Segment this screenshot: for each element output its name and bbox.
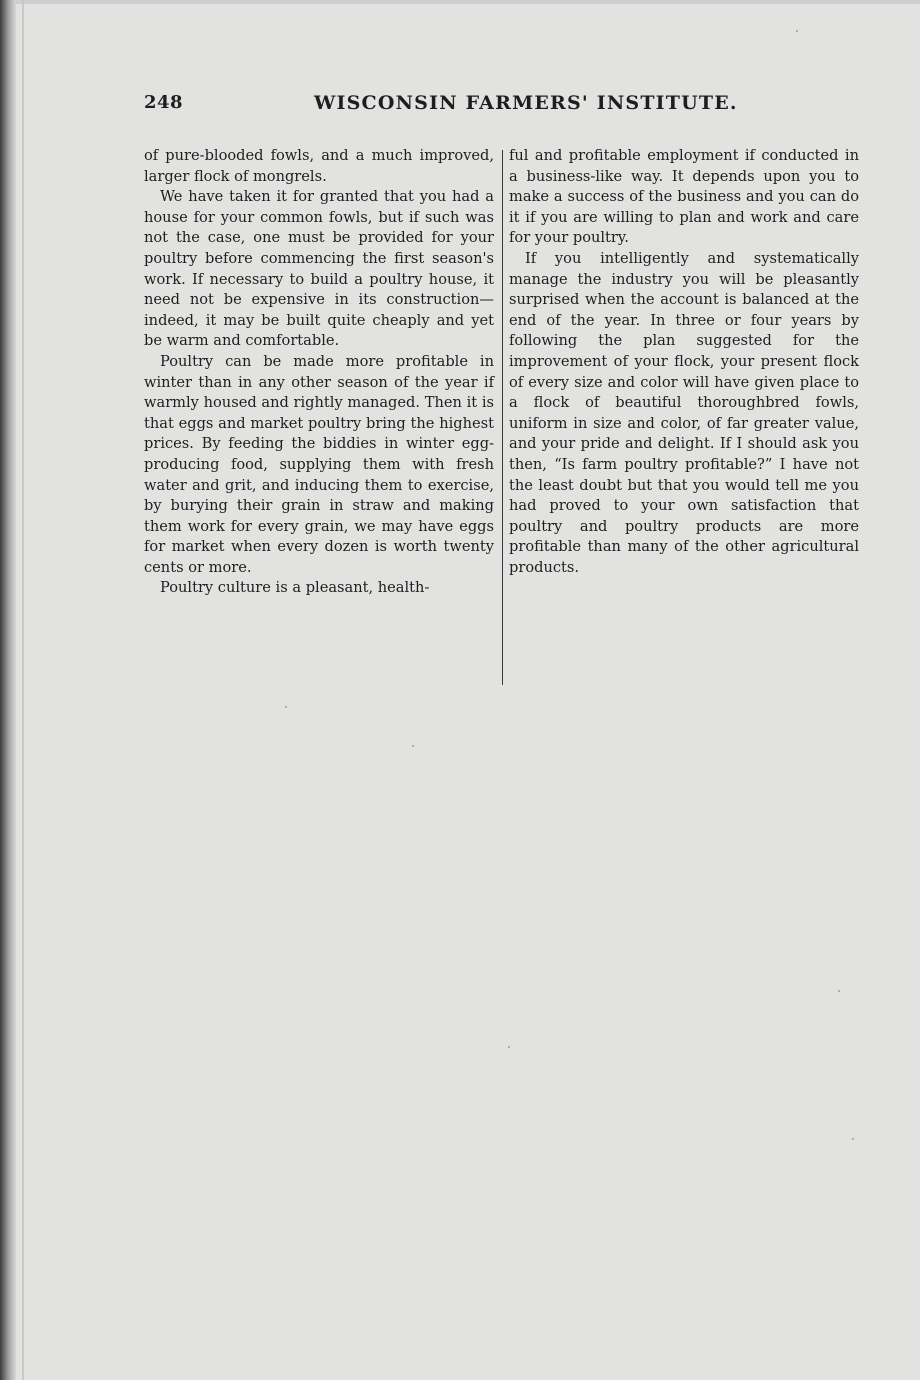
page-header (144, 92, 864, 122)
left-paragraph-4: Poultry culture is a pleasant, health- (160, 579, 430, 597)
left-paragraph-3: Poultry can be made more profitable in winter than in any other season of the year if warmly housed and rightly managed. Then it is that eggs and market poultry bring the highest prices. By feeding the biddies in winter egg-producing food, supplying them with fresh water and grit, and inducing them to exercise, by burying their grain in straw and making them work for every grain, we may have eggs for market when every dozen is worth twenty cents or more. (144, 352, 494, 576)
right-paragraph-1: ful and profitable employment if conducted in a business-like way. It depends upon you to make a success of the business and you can do it if you are willing to plan and work and care for your poultry. (509, 147, 859, 247)
scan-speck (508, 1046, 510, 1048)
scan-speck (852, 1138, 854, 1140)
left-paragraph-2: We have taken it for granted that you had a house for your common fowls, but if such was not the case, one must be provided for your poultry before commencing the first season's work. If necessary to build a poultry house, it need not be expensive in its construction—indeed, it may be built quite cheaply and yet be warm and comfortable. (144, 188, 494, 350)
column-rule (502, 150, 503, 685)
right-column (509, 146, 859, 578)
scan-speck (285, 706, 287, 708)
binding-line (22, 0, 24, 1380)
left-paragraph-1: of pure-blooded fowls, and a much improved, larger flock of mongrels. (144, 147, 494, 185)
left-column (144, 146, 494, 599)
page-number: 248 (144, 92, 184, 113)
scan-speck (838, 990, 840, 992)
running-title: WISCONSIN FARMERS' INSTITUTE. (314, 92, 738, 114)
binding-edge (0, 0, 16, 1380)
scan-speck (796, 30, 798, 32)
scan-speck (412, 745, 414, 747)
right-paragraph-2: If you intelligently and systematically manage the industry you will be pleasantly surprised when the account is balanced at the end of the year. In three or four years by following the plan suggested for the improvement of your flock, your present flock of every size and color will have given place to a flock of beautiful thoroughbred fowls, uniform in size and color, of far greater value, and your pride and delight. If I should ask you then, “Is farm poultry profitable?” I have not the least doubt but that you would tell me you had proved to your own satisfaction that poultry and poultry products are more profitable than many of the other agricultural products. (509, 249, 859, 576)
top-edge (0, 0, 920, 4)
